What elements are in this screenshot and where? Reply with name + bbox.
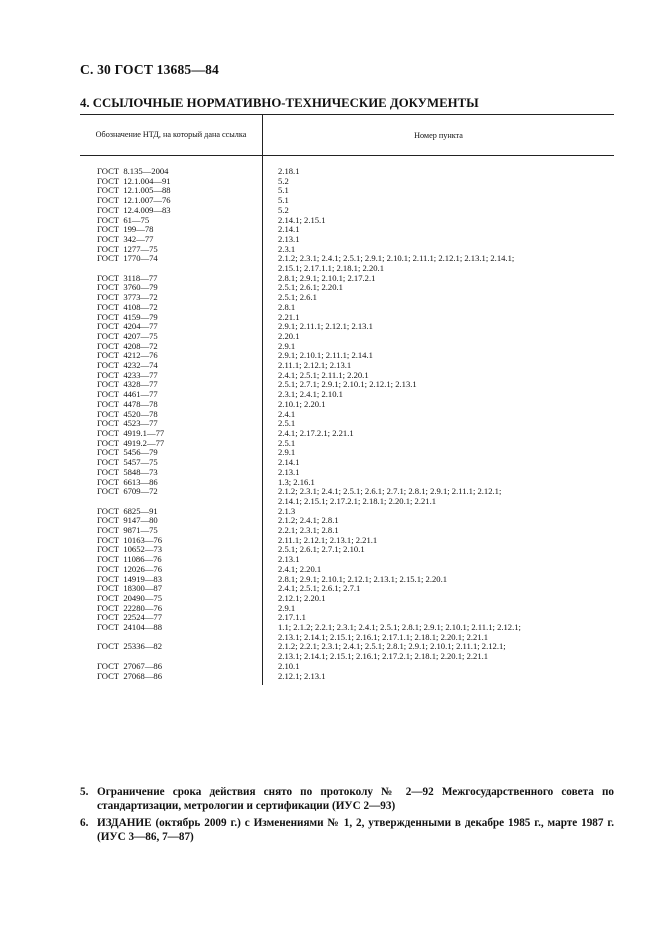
clause-cell: 2.5.1; 2.6.1; 2.20.1 [278,282,343,293]
clause-cell: 2.1.2; 2.3.1; 2.4.1; 2.5.1; 2.6.1; 2.7.1; 2.8.1; 2.9.1; 2.11.1; 2.12.1; [278,486,502,497]
document-cell: ГОСТ 4159—79 [97,311,158,322]
document-cell: ГОСТ 4523—77 [97,418,158,429]
note-6 [80,816,614,844]
document-cell: ГОСТ 3118—77 [97,272,158,283]
clause-cell: 2.10.1 [278,660,300,671]
clause-cell: 2.9.1; 2.11.1; 2.12.1; 2.13.1 [278,321,373,332]
document-cell: ГОСТ 10652—73 [97,544,163,555]
clause-cell: 2.4.1 [278,408,296,419]
document-cell: ГОСТ 27067—86 [97,660,163,671]
document-cell: ГОСТ 9871—75 [97,525,158,536]
note-number: 5. [80,786,89,798]
document-cell: ГОСТ 8.135—2004 [97,166,169,176]
document-cell: ГОСТ 1770—74 [97,253,158,264]
document-cell: ГОСТ 4212—76 [97,350,158,361]
clause-cell: 5.2 [278,204,289,215]
table-row [80,458,614,468]
clause-cell: 1.3; 2.16.1 [278,476,315,487]
document-cell: ГОСТ 199—78 [97,224,154,235]
table-row [80,332,614,342]
clause-cell: 2.3.1 [278,243,296,254]
table-row [80,322,614,332]
clause-cell: 2.3.1; 2.4.1; 2.10.1 [278,389,343,400]
clause-cell: 2.1.2; 2.2.1; 2.3.1; 2.4.1; 2.5.1; 2.8.1; 2.9.1; 2.10.1; 2.11.1; 2.12.1; [278,641,506,652]
document-cell: ГОСТ 4919.2—77 [97,437,165,448]
document-cell: ГОСТ 22524—77 [97,612,163,623]
document-cell: ГОСТ 5457—75 [97,457,158,468]
clause-cell: 2.1.3 [278,505,296,516]
document-cell: ГОСТ 12.1.004—91 [97,175,171,186]
clause-cell: 2.8.1; 2.9.1; 2.10.1; 2.17.2.1 [278,272,376,283]
notes [80,785,614,847]
table-header [80,114,614,156]
document-cell: ГОСТ 25336—82 [97,641,163,652]
document-cell: ГОСТ 20490—75 [97,592,163,603]
table-row [80,235,614,245]
note-text: ИЗДАНИЕ (октябрь 2009 г.) с Изменениями № 1, 2, утвержденными в декабре 1985 г., марте 1987 г. (ИУС 3—86, 7—87) [97,817,614,843]
document-cell: ГОСТ 12026—76 [97,563,163,574]
document-cell: ГОСТ 4207—75 [97,330,158,341]
table-row [80,672,614,682]
reference-table [80,114,614,681]
document-cell: ГОСТ 22280—76 [97,602,163,613]
document-cell: ГОСТ 18300—87 [97,583,163,594]
table-row [80,516,614,526]
clause-cell: 2.13.1 [278,554,300,565]
table-row [80,293,614,303]
clause-cell: 2.1.2; 2.3.1; 2.4.1; 2.5.1; 2.9.1; 2.10.1; 2.11.1; 2.12.1; 2.13.1; 2.14.1; [278,253,515,264]
table-row [80,390,614,400]
clause-cell: 2.5.1; 2.6.1 [278,292,317,303]
document-cell: ГОСТ 3760—79 [97,282,158,293]
clause-cell: 2.20.1 [278,330,300,341]
document-cell: ГОСТ 14919—83 [97,573,163,584]
col-header-clause: Номер пункта [414,130,463,140]
col-header-document: Обозначение НТД, на который дана ссылка [95,130,247,139]
clause-cell: 2.5.1 [278,418,296,429]
table-row [80,283,614,293]
clause-cell: 2.4.1; 2.20.1 [278,563,322,574]
page-header: С. 30 ГОСТ 13685—84 [80,62,219,77]
clause-cell: 2.2.1; 2.3.1; 2.8.1 [278,525,339,536]
document-cell: ГОСТ 6709—72 [97,486,158,497]
document-cell: ГОСТ 4919.1—77 [97,427,165,438]
clause-cell: 2.8.1; 2.9.1; 2.10.1; 2.12.1; 2.13.1; 2.15.1; 2.20.1 [278,573,448,584]
clause-cell: 2.18.1 [278,166,300,176]
table-row [80,400,614,410]
clause-cell: 2.10.1; 2.20.1 [278,398,326,409]
document-cell: ГОСТ 5456—79 [97,447,158,458]
document-cell: ГОСТ 5848—73 [97,466,158,477]
clause-cell: 5.1 [278,185,289,196]
document-cell: ГОСТ 24104—88 [97,622,163,633]
document-cell: ГОСТ 4108—72 [97,301,158,312]
clause-cell: 2.4.1; 2.5.1; 2.6.1; 2.7.1 [278,583,361,594]
document-cell: ГОСТ 4478—78 [97,398,158,409]
note-text: Ограничение срока действия снято по протоколу № 2—92 Межгосударственного совета по стандартизации, метрологии и сертификации (ИУС 2—93) [97,786,614,812]
table-row [80,206,614,216]
document-cell: ГОСТ 61—75 [97,214,150,225]
clause-cell: 2.13.1 [278,466,300,477]
document-cell: ГОСТ 4232—74 [97,360,158,371]
clause-cell: 5.1 [278,195,289,206]
clause-cell: 2.14.1 [278,224,300,235]
clause-cell: 2.13.1; 2.14.1; 2.15.1; 2.16.1; 2.17.2.1; 2.18.1; 2.20.1; 2.21.1 [278,651,489,662]
clause-cell: 2.14.1; 2.15.1 [278,214,326,225]
clause-cell: 2.5.1; 2.6.1; 2.7.1; 2.10.1 [278,544,365,555]
clause-cell: 5.2 [278,175,289,186]
document-cell: ГОСТ 3773—72 [97,292,158,303]
clause-cell: 2.4.1; 2.17.2.1; 2.21.1 [278,427,354,438]
document-cell: ГОСТ 4208—72 [97,340,158,351]
table-row [80,468,614,478]
clause-cell: 2.17.1.1 [278,612,306,623]
clause-cell: 2.4.1; 2.5.1; 2.11.1; 2.20.1 [278,369,369,380]
clause-cell: 2.12.1; 2.20.1 [278,592,326,603]
table-row [80,216,614,226]
clause-cell: 2.5.1 [278,437,296,448]
clause-cell: 2.14.1; 2.15.1; 2.17.2.1; 2.18.1; 2.20.1; 2.21.1 [278,495,437,506]
note-5 [80,785,614,813]
document-cell: ГОСТ 4328—77 [97,379,158,390]
table-row [80,274,614,284]
table-row [80,507,614,517]
table-row [80,439,614,449]
clause-cell: 2.11.1; 2.12.1; 2.13.1 [278,360,352,371]
clause-cell: 2.9.1 [278,340,296,351]
document-cell: ГОСТ 9147—80 [97,515,158,526]
clause-cell: 2.9.1 [278,447,296,458]
clause-cell: 1.1; 2.1.2; 2.2.1; 2.3.1; 2.4.1; 2.5.1; 2.8.1; 2.9.1; 2.10.1; 2.11.1; 2.12.1; [278,622,521,633]
document-cell: ГОСТ 12.4.009—83 [97,204,171,215]
table-row [80,303,614,313]
document-cell: ГОСТ 4520—78 [97,408,158,419]
document-cell: ГОСТ 10163—76 [97,534,163,545]
clause-cell: 2.1.2; 2.4.1; 2.8.1 [278,515,339,526]
clause-cell: 2.5.1; 2.7.1; 2.9.1; 2.10.1; 2.12.1; 2.13.1 [278,379,417,390]
document-cell: ГОСТ 342—77 [97,233,154,244]
document-cell: ГОСТ 11086—76 [97,554,162,565]
clause-cell: 2.21.1 [278,311,300,322]
clause-cell: 2.13.1 [278,233,300,244]
document-cell: ГОСТ 12.1.007—76 [97,195,171,206]
note-number: 6. [80,817,89,829]
document-cell: ГОСТ 27068—86 [97,670,163,681]
table-row [80,225,614,235]
clause-cell: 2.12.1; 2.13.1 [278,670,326,681]
document-cell: ГОСТ 12.1.005—88 [97,185,171,196]
table-row [80,410,614,420]
clause-cell: 2.15.1; 2.17.1.1; 2.18.1; 2.20.1 [278,263,384,274]
table-row [80,497,614,507]
clause-cell: 2.11.1; 2.12.1; 2.13.1; 2.21.1 [278,534,378,545]
document-cell: ГОСТ 4204—77 [97,321,158,332]
document-cell: ГОСТ 1277—75 [97,243,158,254]
clause-cell: 2.14.1 [278,457,300,468]
document-cell: ГОСТ 4461—77 [97,389,158,400]
document-cell: ГОСТ 6613—86 [97,476,158,487]
section-title: 4. ССЫЛОЧНЫЕ НОРМАТИВНО-ТЕХНИЧЕСКИЕ ДОКУМЕНТЫ [80,96,479,110]
clause-cell: 2.9.1 [278,602,296,613]
table-row [80,380,614,390]
document-cell: ГОСТ 6825—91 [97,505,158,516]
document-cell: ГОСТ 4233—77 [97,369,158,380]
table-row [80,448,614,458]
clause-cell: 2.9.1; 2.10.1; 2.11.1; 2.14.1 [278,350,373,361]
clause-cell: 2.13.1; 2.14.1; 2.15.1; 2.16.1; 2.17.1.1; 2.18.1; 2.20.1; 2.21.1 [278,631,489,642]
clause-cell: 2.8.1 [278,301,296,312]
column-divider [262,156,263,685]
table-body [80,156,614,681]
